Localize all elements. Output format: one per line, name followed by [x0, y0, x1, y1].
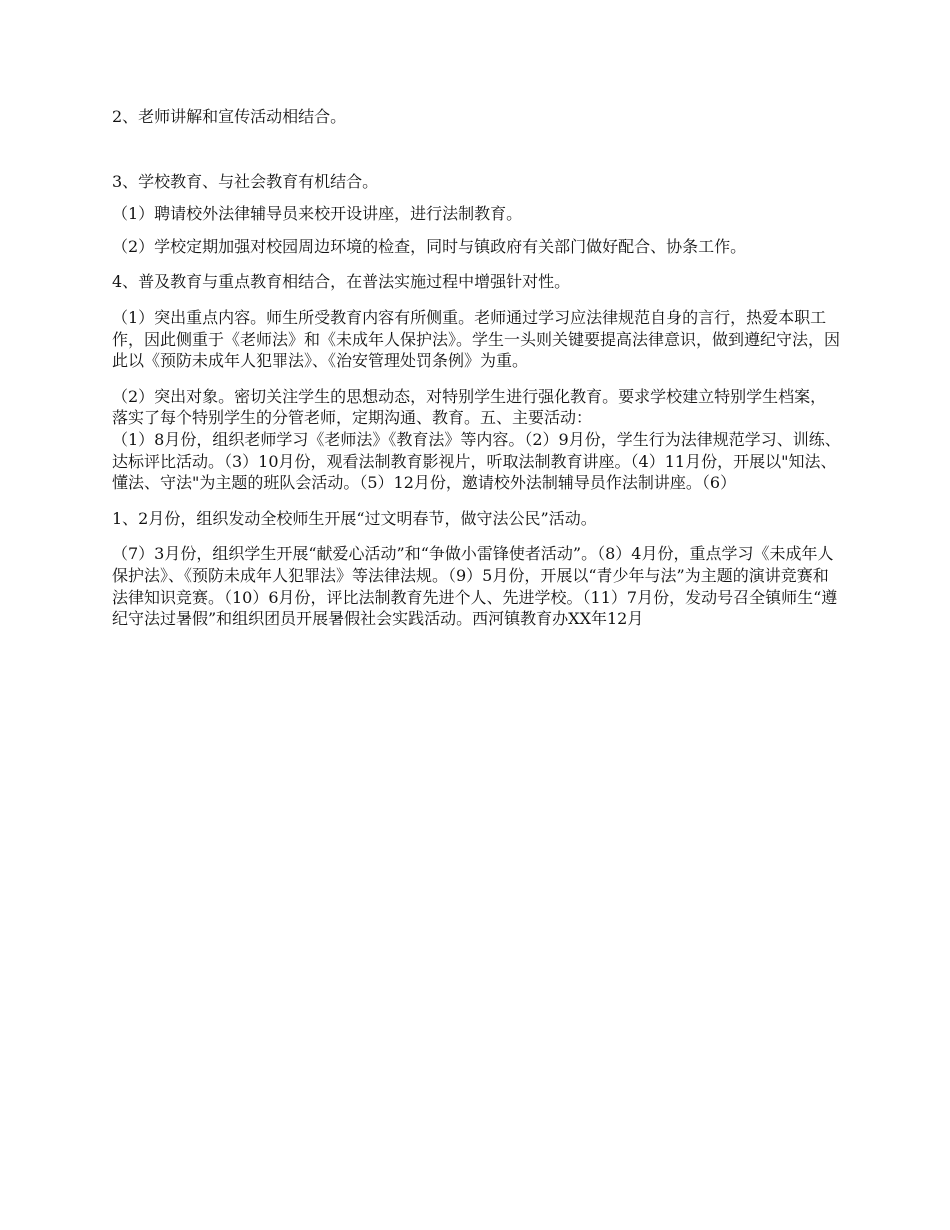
- paragraph-7: （2）突出对象。密切关注学生的思想动态，对特别学生进行强化教育。要求学校建立特别学生档案，落实了每个特别学生的分管老师，定期沟通、教育。五、主要活动：: [112, 386, 827, 428]
- document-body: [112, 106, 842, 630]
- paragraph-3: （1）聘请校外法律辅导员来校开设讲座，进行法制教育。: [112, 204, 523, 224]
- paragraph-2: 3、学校教育、与社会教育有机结合。: [112, 171, 379, 191]
- paragraph-4: （2）学校定期加强对校园周边环境的检查，同时与镇政府有关部门做好配合、协条工作。: [112, 236, 747, 256]
- paragraph-5: 4、普及教育与重点教育相结合，在普法实施过程中增强针对性。: [112, 272, 571, 292]
- paragraph-6: （1）突出重点内容。师生所受教育内容有所侧重。老师通过学习应法律规范自身的言行，热爱本职工作，因此侧重于《老师法》和《未成年人保护法》。学生一头则关键要提高法律意识，做到遵纪守法，因此以《预防未成年人犯罪法》、《治安管理处罚条例》为重。: [112, 307, 841, 371]
- paragraph-10: （7）3月份，组织学生开展“献爱心活动”和“争做小雷锋使者活动”。（8）4月份，重点学习《未成年人保护法》、《预防未成年人犯罪法》等法律法规。（9）5月份，开展以“青少年与法”为主题的演讲竞赛和法律知识竞赛。（10）6月份，评比法制教育先进个人、先进学校。（11）7月份，发动号召全镇师生“遵纪守法过暑假”和组织团员开展暑假社会实践活动。西河镇教育办XX年12月: [112, 544, 838, 629]
- paragraph-9: 1、2月份，组织发动全校师生开展“过文明春节，做守法公民”活动。: [112, 508, 597, 528]
- paragraph-1: 2、老师讲解和宣传活动相结合。: [112, 107, 347, 126]
- paragraph-8: （1）8月份，组织老师学习《老师法》《教育法》等内容。（2）9月份，学生行为法律规范学习、训练、达标评比活动。（3）10月份，观看法制教育影视片，听取法制教育讲座。（4）11月份，开展以"知法、懂法、守法"为主题的班队会活动。（5）12月份，邀请校外法制辅导员作法制讲座。（6）: [112, 429, 841, 493]
